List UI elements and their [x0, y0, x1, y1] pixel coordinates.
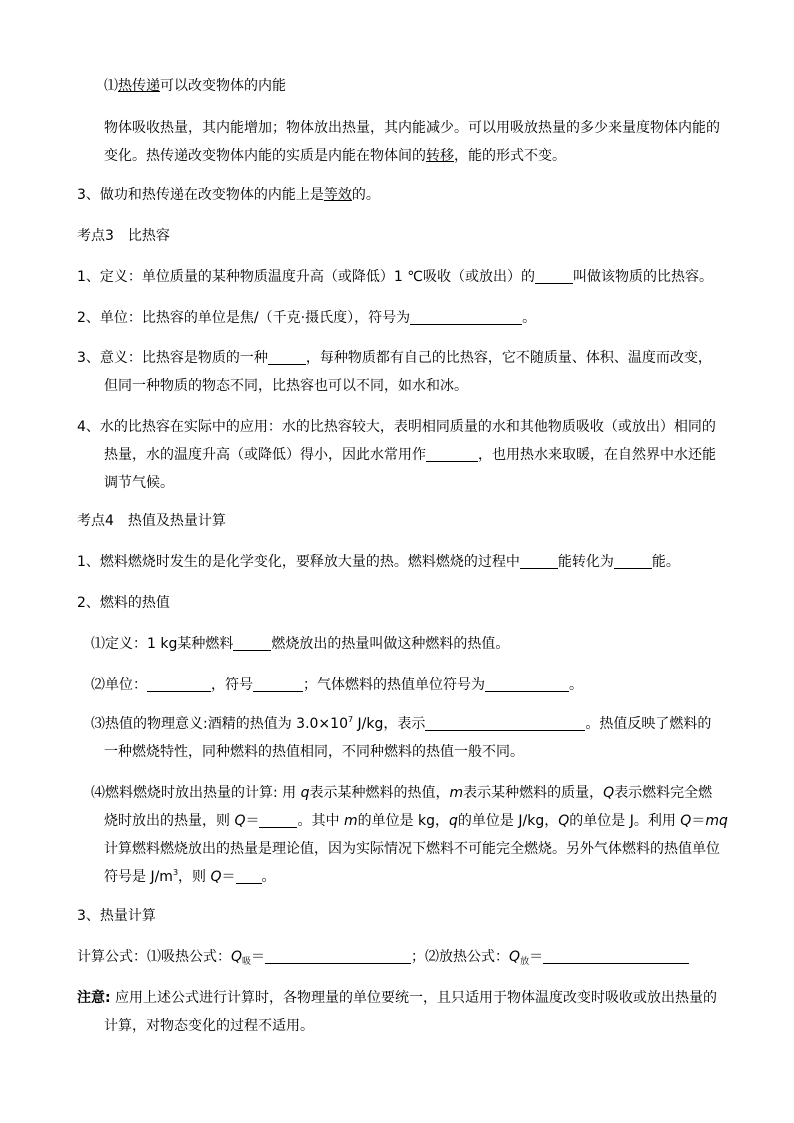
k4-meaning: ⑶热值的物理意义:酒精的热值为 $3.0\times 10^7$ J/kg，表示 。热值反映了燃料的	[91, 715, 712, 732]
paragraph-line: 物体吸收热量，其内能增加；物体放出热量，其内能减少。可以用吸放热量的多少来量度物体内能的	[104, 120, 720, 136]
paragraph-line: 变化。热传递改变物体内能的实质是内能在物体间的转移，能的形式不变。	[104, 148, 566, 164]
section-heading-k4: 考点4 热值及热量计算	[77, 513, 226, 529]
subsection-heat-transfer: ⑴热传递可以改变物体的内能	[104, 78, 286, 94]
k4-calculation: ⑷燃料燃烧时放出热量的计算: 用 q表示某种燃料的热值，m表示某种燃料的质量，Q表示燃料完全燃	[91, 785, 713, 801]
blank	[535, 267, 573, 284]
blank	[265, 947, 411, 964]
blank	[520, 552, 558, 569]
blank	[233, 634, 271, 651]
k3-application: 4、水的比热容在实际中的应用：水的比热容较大，表明相同质量的水和其他物质吸收（或放出）相同的	[77, 419, 716, 435]
paragraph-line: 计算，对物态变化的过程不适用。	[104, 1018, 314, 1034]
paragraph-line: 符号是 $J/m^3$，则 Q＝ 。	[104, 868, 276, 885]
note-label: 注意:	[77, 990, 111, 1006]
section-heading-k3: 考点3 比热容	[77, 228, 170, 244]
blank	[543, 947, 689, 964]
term-equivalent: 等效	[323, 187, 352, 203]
blank	[253, 675, 303, 692]
k4-unit: ⑵单位： ，符号 ；气体燃料的热值单位符号为 。	[91, 677, 583, 693]
k4-item-3-title: 3、热量计算	[77, 908, 156, 924]
paragraph-line: 但同一种物质的物态不同，比热容也可以不同，如水和冰。	[104, 378, 468, 394]
blank	[410, 308, 522, 325]
k3-unit: 2、单位：比热容的单位是焦/（千克·摄氏度），符号为 。	[77, 310, 537, 326]
blank	[425, 714, 585, 731]
blank	[485, 675, 569, 692]
blank	[259, 811, 297, 828]
k4-item-1: 1、燃料燃烧时发生的是化学变化，要释放大量的热。燃料燃烧的过程中 能转化为 能。	[77, 554, 680, 570]
k4-definition: ⑴定义：1 kg某种燃料 燃烧放出的热量叫做这种燃料的热值。	[91, 636, 510, 652]
blank	[426, 445, 478, 462]
blank	[147, 675, 211, 692]
paragraph-line: 一种燃烧特性，同种燃料的热值相同，不同种燃料的热值一般不同。	[104, 744, 524, 760]
item-3: 3、做功和热传递在改变物体的内能上是等效的。	[77, 187, 380, 203]
note: 注意: 应用上述公式进行计算时，各物理量的单位要统一，且只适用于物体温度改变时吸收或放出热量的	[77, 990, 718, 1006]
blank	[614, 552, 652, 569]
term-heat-transfer: 热传递	[118, 78, 160, 94]
paragraph-line: 烧时放出的热量，则 Q＝ 。其中 m的单位是 kg，q的单位是 J/kg，Q的单位是 J。利用 Q＝mq	[104, 813, 728, 829]
blank	[236, 867, 262, 884]
paragraph-line: 热量，水的温度升高（或降低）得小，因此水常用作 ，也用热水来取暖，在自然界中水还能	[104, 447, 716, 463]
paragraph-line: 调节气候。	[104, 475, 174, 491]
paragraph-line: 计算燃料燃烧放出的热量是理论值，因为实际情况下燃料不可能完全燃烧。另外气体燃料的热值单位	[104, 841, 720, 857]
k3-definition: 1、定义：单位质量的某种物质温度升高（或降低）1 ℃吸收（或放出）的 叫做该物质的比热容。	[77, 269, 713, 285]
k4-item-2-title: 2、燃料的热值	[77, 595, 170, 611]
term-transfer: 转移	[426, 148, 454, 164]
blank	[268, 348, 306, 365]
k3-meaning: 3、意义：比热容是物质的一种 ，每种物质都有自己的比热容，它不随质量、体积、温度而改变，	[77, 350, 712, 366]
formula-line: 计算公式：⑴吸热公式：$Q_吸=$ ；⑵放热公式：$Q_放=$	[77, 944, 689, 971]
